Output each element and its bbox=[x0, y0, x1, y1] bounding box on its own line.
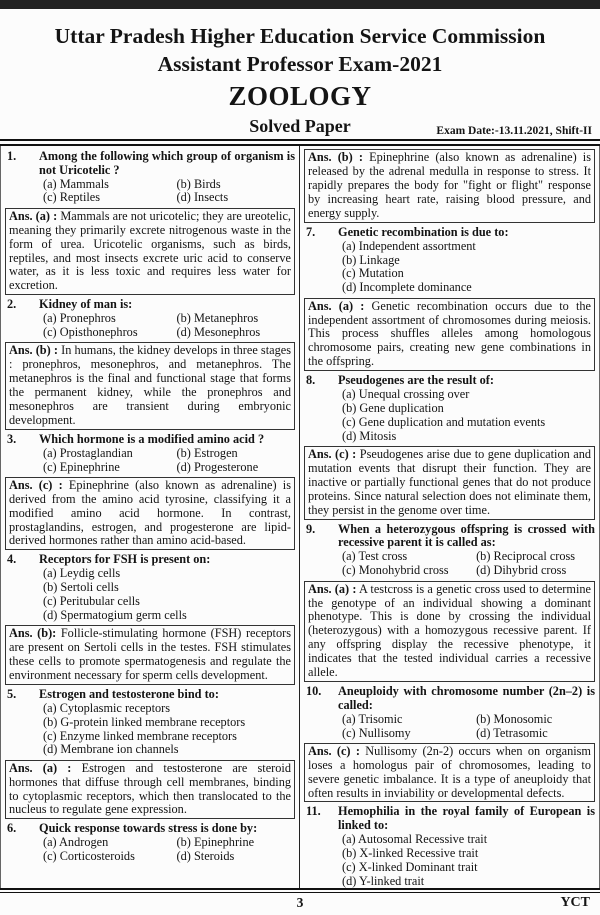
question-option: (d) Y-linked trait bbox=[342, 873, 425, 888]
question-option: (c) Corticosteroids bbox=[43, 849, 135, 864]
option-list bbox=[43, 447, 295, 475]
answer-label: Ans. (a) : bbox=[9, 760, 72, 775]
answer-box bbox=[304, 446, 595, 519]
question-text: Among the following which group of organism is not Uricotelic ? bbox=[39, 148, 295, 177]
option-list bbox=[43, 836, 295, 864]
question-option: (d) Spermatogium germ cells bbox=[43, 607, 187, 622]
question-body bbox=[39, 822, 295, 864]
answer-box bbox=[5, 477, 295, 550]
question-text: Quick response towards stress is done by: bbox=[39, 821, 258, 836]
question-option: (c) Reptiles bbox=[43, 190, 101, 205]
question-block bbox=[5, 433, 295, 475]
question-block bbox=[304, 226, 595, 295]
option-list bbox=[342, 240, 595, 296]
question-body bbox=[338, 805, 595, 888]
question-option: (b) Birds bbox=[176, 176, 221, 191]
question-option: (c) Mutation bbox=[342, 266, 404, 281]
question-text: Aneuploidy with chromosome number (2n–2) is called: bbox=[338, 683, 595, 712]
answer-box bbox=[304, 743, 595, 803]
question-number: 6. bbox=[7, 821, 17, 836]
question-number: 3. bbox=[7, 431, 17, 446]
answer-label: Ans. (a) : bbox=[308, 298, 365, 313]
question-option: (c) Gene duplication and mutation events bbox=[342, 414, 546, 429]
answer-box bbox=[5, 342, 295, 429]
question-option: (c) X-linked Dominant trait bbox=[342, 860, 478, 875]
question-block bbox=[5, 150, 295, 206]
scan-top-edge bbox=[0, 0, 600, 9]
question-option: (a) Trisomic bbox=[342, 711, 403, 726]
question-option: (a) Leydig cells bbox=[43, 566, 121, 581]
page-header bbox=[0, 9, 600, 138]
question-option: (b) Epinephrine bbox=[176, 835, 255, 850]
question-block bbox=[5, 822, 295, 864]
answer-box bbox=[304, 149, 595, 222]
question-option: (d) Progesterone bbox=[176, 459, 259, 474]
option-list bbox=[43, 702, 295, 758]
question-option: (a) Androgen bbox=[43, 835, 109, 850]
answer-box bbox=[5, 208, 295, 295]
question-text: Kidney of man is: bbox=[39, 297, 133, 312]
question-number: 11. bbox=[306, 804, 321, 819]
question-area bbox=[0, 146, 600, 888]
question-option: (a) Test cross bbox=[342, 549, 408, 564]
answer-box bbox=[304, 298, 595, 371]
paper-type-title: Solved Paper bbox=[249, 115, 351, 136]
question-option: (b) Estrogen bbox=[176, 445, 238, 460]
question-text: Genetic recombination is due to: bbox=[338, 224, 509, 239]
answer-text: Nullisomy (2n-2) occurs when on organism loses a homologus pair of chromosomes, leading to severe genetic imbalance. It is a type of aneuploidy that often results in inviability or developmental defects. bbox=[308, 743, 591, 800]
question-text: Hemophilia in the royal family of European is linked to: bbox=[338, 804, 595, 833]
question-text: Receptors for FSH is present on: bbox=[39, 552, 211, 567]
question-option: (c) Peritubular cells bbox=[43, 594, 140, 609]
answer-label: Ans. (c) : bbox=[308, 447, 357, 462]
question-text: Pseudogenes are the result of: bbox=[338, 373, 494, 388]
question-option: (b) Sertoli cells bbox=[43, 580, 119, 595]
question-option: (a) Pronephros bbox=[43, 311, 116, 326]
question-option: (d) Dihybrid cross bbox=[476, 563, 567, 578]
answer-label: Ans. (b): bbox=[9, 626, 57, 641]
question-number: 9. bbox=[306, 521, 316, 536]
question-option: (c) Nullisomy bbox=[342, 725, 411, 740]
question-number: 7. bbox=[306, 224, 316, 239]
question-option: (c) Epinephrine bbox=[43, 459, 120, 474]
answer-box bbox=[5, 760, 295, 820]
exam-date: Exam Date:-13.11.2021, Shift-II bbox=[436, 124, 592, 137]
answer-text: Pseudogenes arise due to gene duplication and mutation events that disrupt their function. They are inactive or partially functional genes that do not produce proteins. Since natural selection does not eliminate them, they persist in the genome over time. bbox=[308, 447, 591, 517]
question-option: (b) Metanephros bbox=[176, 311, 259, 326]
question-option: (a) Autosomal Recessive trait bbox=[342, 832, 488, 847]
answer-text: Estrogen and testosterone are steroid hormones that diffuse through cell membranes, binding to cytoplasmic receptors, which then translocated to the nucleus to regulate gene expression. bbox=[9, 760, 291, 817]
question-option: (c) Opisthonephros bbox=[43, 324, 138, 339]
question-block bbox=[5, 298, 295, 340]
question-body bbox=[39, 150, 295, 206]
question-block bbox=[304, 805, 595, 888]
question-option: (b) Linkage bbox=[342, 252, 400, 267]
question-option: (d) Tetrasomic bbox=[476, 725, 548, 740]
publisher-mark: YCT bbox=[560, 895, 590, 910]
option-list bbox=[342, 550, 595, 578]
question-option: (d) Steroids bbox=[176, 849, 235, 864]
question-block bbox=[5, 553, 295, 622]
answer-label: Ans. (b) : bbox=[9, 343, 58, 358]
question-number: 1. bbox=[7, 148, 17, 163]
answer-text: A testcross is a genetic cross used to determine the genotype of an individual showing a dominant phenotype. This is done by crossing the individual (heterozygous) with a homozygous recessive parent. If any offspring display the recessive phenotype, it indicates that the tested individual carries a recessive allele. bbox=[308, 581, 591, 679]
question-option: (d) Insects bbox=[176, 190, 229, 205]
option-list bbox=[342, 713, 595, 741]
question-text: Estrogen and testosterone bind to: bbox=[39, 686, 219, 701]
option-list bbox=[43, 178, 295, 206]
subject-title: ZOOLOGY bbox=[228, 80, 372, 111]
commission-title: Uttar Pradesh Higher Education Service Commission bbox=[54, 24, 546, 48]
answer-label: Ans. (a) : bbox=[9, 208, 58, 223]
question-block bbox=[5, 688, 295, 757]
question-option: (b) Gene duplication bbox=[342, 400, 444, 415]
answer-text: Mammals are not uricotelic; they are ureotelic, meaning they primarily excrete nitrogenous waste in the form of urea. Uricotelic organisms, such as birds, reptiles, and most insects excrete uric acid to conserve water, as it is less toxic and requires less water for excretion. bbox=[9, 208, 291, 293]
answer-box bbox=[5, 625, 295, 685]
question-number: 2. bbox=[7, 297, 17, 312]
question-option: (d) Incomplete dominance bbox=[342, 280, 472, 295]
question-number: 4. bbox=[7, 552, 17, 567]
question-number: 8. bbox=[306, 373, 316, 388]
question-option: (d) Mitosis bbox=[342, 428, 397, 443]
question-option: (b) Reciprocal cross bbox=[476, 549, 576, 564]
question-option: (b) X-linked Recessive trait bbox=[342, 846, 479, 861]
question-option: (d) Mesonephros bbox=[176, 324, 261, 339]
option-list bbox=[342, 833, 595, 888]
question-body bbox=[338, 685, 595, 741]
question-body bbox=[338, 226, 595, 295]
question-body bbox=[39, 553, 295, 622]
question-option: (b) Monosomic bbox=[476, 711, 553, 726]
question-text: When a heterozygous offspring is crossed with recessive parent it is called as: bbox=[338, 521, 595, 550]
answer-label: Ans. (c) : bbox=[9, 477, 63, 492]
option-list bbox=[342, 388, 595, 444]
question-option: (b) G-protein linked membrane receptors bbox=[43, 714, 246, 729]
answer-text: In humans, the kidney develops in three stages : pronephros, mesonephros, and metanephros. The metanephros is the final and functional stage that forms the permanent kidney, while the pronephros and mesonephros are transient during embryonic development. bbox=[9, 343, 291, 427]
question-option: (c) Enzyme linked membrane receptors bbox=[43, 728, 237, 743]
header-divider bbox=[0, 139, 600, 146]
question-block bbox=[304, 685, 595, 741]
page-footer bbox=[0, 893, 600, 915]
question-body bbox=[338, 374, 595, 443]
exam-title: Assistant Professor Exam-2021 bbox=[157, 51, 443, 76]
question-text: Which hormone is a modified amino acid ? bbox=[39, 431, 265, 446]
question-body bbox=[39, 433, 295, 475]
option-list bbox=[43, 312, 295, 340]
answer-text: Epinephrine (also known as adrenaline) is released by the adrenal medulla in response to stress. It rapidly prepares the body for "fight or flight" response by increasing heart rate, raising blood pressure, and energy supply. bbox=[308, 150, 591, 220]
question-number: 5. bbox=[7, 686, 17, 701]
answer-label: Ans. (c) : bbox=[308, 743, 360, 758]
question-number: 10. bbox=[306, 683, 322, 698]
question-body bbox=[39, 688, 295, 757]
question-option: (a) Independent assortment bbox=[342, 238, 476, 253]
question-option: (a) Prostaglandian bbox=[43, 445, 133, 460]
right-column bbox=[300, 146, 599, 888]
left-column bbox=[1, 146, 300, 888]
option-list bbox=[43, 567, 295, 623]
page-number: 3 bbox=[296, 895, 304, 910]
answer-label: Ans. (b) : bbox=[308, 150, 363, 165]
answer-box bbox=[304, 581, 595, 682]
answer-text: Genetic recombination occurs due to the independent assortment of chromosomes during meiosis. This process shuffles alleles among homologous chromosome pairs, creating new gene combinations in the offspring. bbox=[308, 298, 592, 369]
question-block bbox=[304, 523, 595, 579]
answer-label: Ans. (a) : bbox=[308, 581, 357, 596]
question-option: (d) Membrane ion channels bbox=[43, 742, 179, 757]
question-body bbox=[338, 523, 595, 579]
question-option: (c) Monohybrid cross bbox=[342, 563, 449, 578]
question-option: (a) Mammals bbox=[43, 176, 109, 191]
question-body bbox=[39, 298, 295, 340]
answer-text: Epinephrine (also known as adrenaline) is derived from the amino acid tyrosine, classifying it a modified amino acid hormone. In contrast, prostaglandins, estrogen, and progesterone are lipid-derived hormones rather than amino acid-based. bbox=[9, 477, 291, 548]
question-block bbox=[304, 374, 595, 443]
question-option: (a) Cytoplasmic receptors bbox=[43, 700, 171, 715]
answer-text: Follicle-stimulating hormone (FSH) receptors are present on Sertoli cells in the testes. FSH stimulates these cells to promote spermatogenesis and regulate the environment necessary for sperm cells development. bbox=[9, 626, 292, 682]
question-option: (a) Unequal crossing over bbox=[342, 387, 470, 402]
